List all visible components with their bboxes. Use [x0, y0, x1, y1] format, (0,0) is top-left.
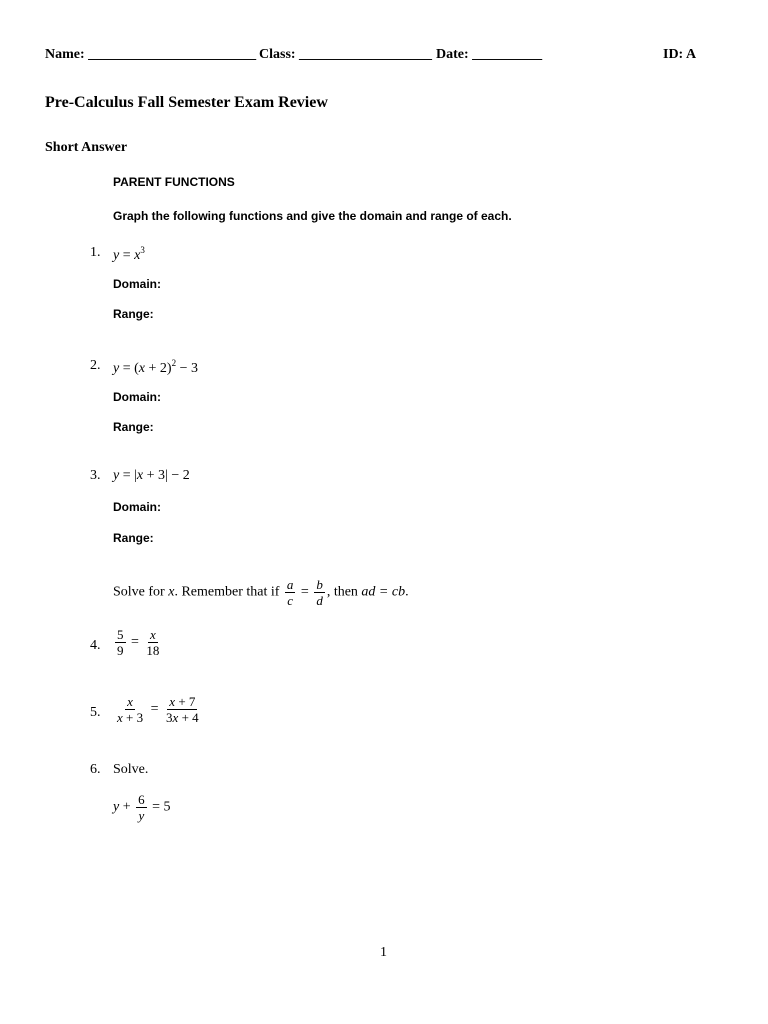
- question-2-range-label: Range:: [113, 420, 154, 434]
- question-2-expression: $y = (x + 2)^2 - 3$: [113, 358, 198, 376]
- date-field-label: Date: __________: [436, 47, 543, 62]
- question-4-number: 4.: [90, 638, 101, 653]
- name-field-label: Name: ________________________: [45, 47, 257, 62]
- question-5-number: 5.: [90, 705, 101, 720]
- page-title: Pre-Calculus Fall Semester Exam Review: [45, 94, 328, 111]
- question-1-expression: $y = x^3$: [113, 245, 145, 263]
- question-4-expression: $\frac{5}{9}$ = $\frac{x}{18}$: [117, 627, 160, 658]
- id-label: ID: A: [663, 47, 697, 62]
- question-5-expression: $\frac{x}{x + 3}$ = $\frac{x + 7}{3x + 4}$: [117, 694, 199, 725]
- question-6-expression: y + $\frac{6}{y}$ = 5: [113, 792, 171, 823]
- question-2-domain-label: Domain:: [113, 390, 161, 404]
- question-3-domain-label: Domain:: [113, 500, 161, 514]
- question-6-instruction: Solve.: [113, 762, 149, 777]
- question-1-domain-label: Domain:: [113, 277, 161, 291]
- solve-note: Solve for x. Remember that if $\frac{a}{c}$ = $\frac{b}{d}$ , then ad = cb.: [113, 577, 409, 608]
- question-1-range-label: Range:: [113, 307, 154, 321]
- question-1-number: 1.: [90, 245, 101, 260]
- section-heading: Short Answer: [45, 140, 128, 155]
- page-number: 1: [380, 945, 387, 960]
- question-3-range-label: Range:: [113, 531, 154, 545]
- question-2-number: 2.: [90, 358, 101, 373]
- subsection-heading: PARENT FUNCTIONS: [113, 175, 235, 189]
- class-field-label: Class: ___________________: [259, 47, 433, 62]
- question-3-expression: y = |x + 3| − 2: [113, 468, 190, 483]
- question-6-number: 6.: [90, 762, 101, 777]
- instructions: Graph the following functions and give the domain and range of each.: [113, 209, 512, 223]
- question-3-number: 3.: [90, 468, 101, 483]
